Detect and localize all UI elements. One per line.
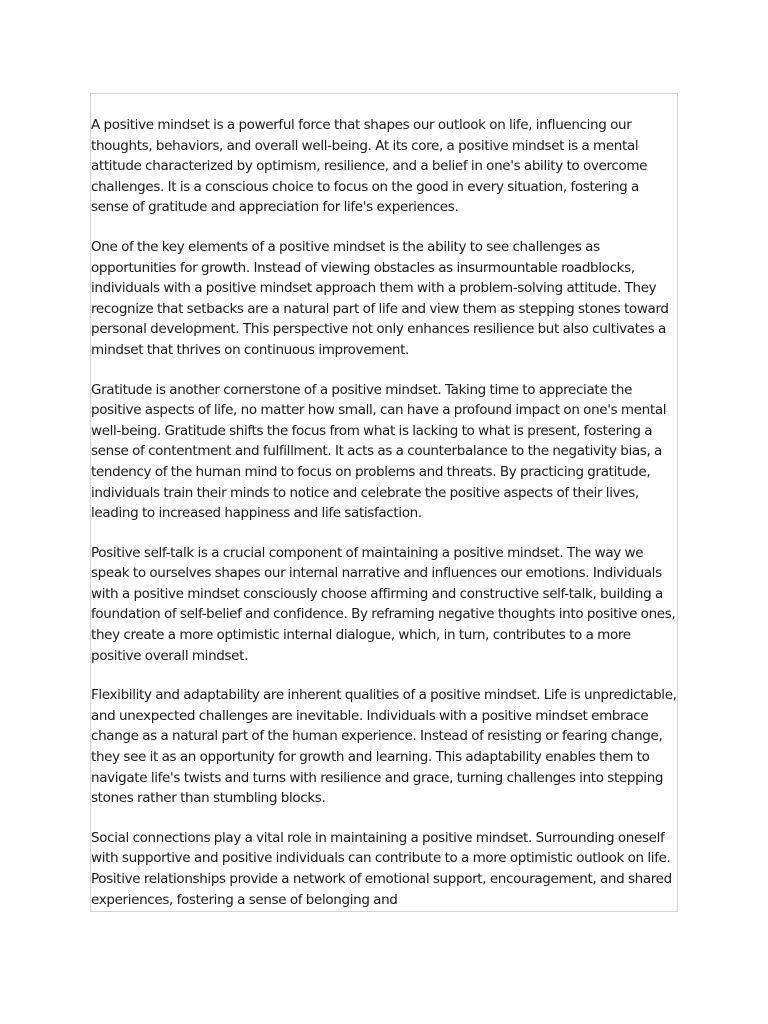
document-body [91, 94, 677, 910]
paragraph-3: Gratitude is another cornerstone of a positive mindset. Taking time to appreciate the positive aspects of life, no matter how small, can have a profound impact on one's mental well-being. Gratitude shifts the focus from what is lacking to what is present, fostering a sense of contentment and fulfillment. It acts as a counterbalance to the negativity bias, a tendency of the human mind to focus on problems and threats. By practicing gratitude, individuals train their minds to notice and celebrate the positive aspects of their lives, leading to increased happiness and life satisfaction. [91, 381, 667, 522]
document-page [90, 93, 678, 912]
paragraph-6: Social connections play a vital role in maintaining a positive mindset. Surrounding oneself with supportive and positive individuals can contribute to a more optimistic outlook on life. Positive relationships provide a network of emotional support, encouragement, and shared experiences, fostering a sense of belonging and [91, 829, 672, 908]
paragraph-4: Positive self-talk is a crucial component of maintaining a positive mindset. The way we speak to ourselves shapes our internal narrative and influences our emotions. Individuals with a positive mindset consciously choose affirming and constructive self-talk, building a foundation of self-belief and confidence. By reframing negative thoughts into positive ones, they create a more optimistic internal dialogue, which, in turn, contributes to a more positive overall mindset. [91, 544, 676, 664]
paragraph-5: Flexibility and adaptability are inherent qualities of a positive mindset. Life is unpredictable, and unexpected challenges are inevitable. Individuals with a positive mindset embrace change as a natural part of the human experience. Instead of resisting or fearing change, they see it as an opportunity for growth and learning. This adaptability enables them to navigate life's twists and turns with resilience and grace, turning challenges into stepping stones rather than stumbling blocks. [91, 687, 677, 807]
paragraph-1: A positive mindset is a powerful force that shapes our outlook on life, influencing our thoughts, behaviors, and overall well-being. At its core, a positive mindset is a mental attitude characterized by optimism, resilience, and a belief in one's ability to overcome challenges. It is a conscious choice to focus on the good in every situation, fostering a sense of gratitude and appreciation for life's experiences. [91, 117, 648, 216]
paragraph-2: One of the key elements of a positive mindset is the ability to see challenges as opportunities for growth. Instead of viewing obstacles as insurmountable roadblocks, individuals with a positive mindset approach them with a problem-solving attitude. They recognize that setbacks are a natural part of life and view them as stepping stones toward personal development. This perspective not only enhances resilience but also cultivates a mindset that thrives on continuous improvement. [91, 238, 669, 358]
